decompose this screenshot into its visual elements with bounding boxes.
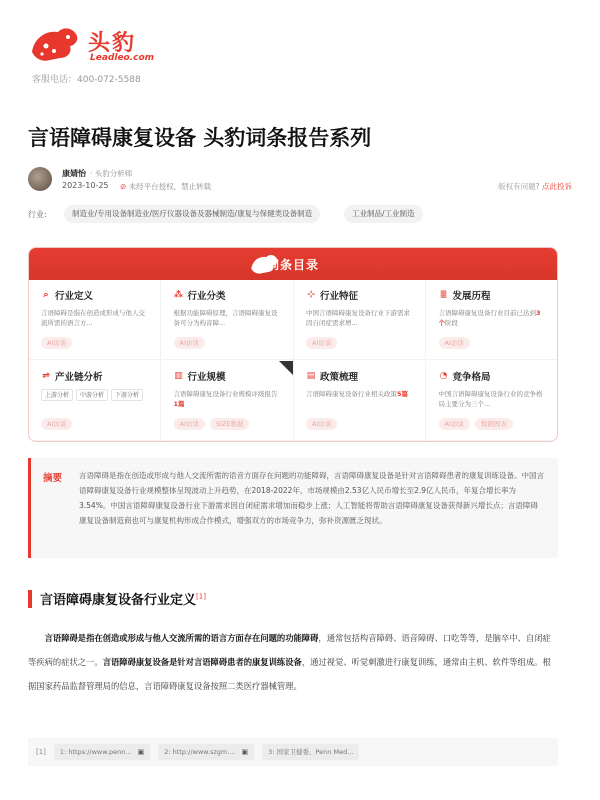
directory-item-desc: [174, 389, 281, 409]
sub-links: [41, 389, 148, 401]
directory-item[interactable]: [427, 280, 559, 360]
ai-pill[interactable]: 数据图表: [475, 418, 513, 430]
directory-item[interactable]: [162, 280, 294, 360]
publish-date: 2023-10-25: [62, 181, 109, 190]
directory-item-desc: 言语障碍是指在创造或形成与他人交流所需的语言方...: [41, 309, 145, 327]
corner-badge: [279, 361, 293, 375]
industry-tag[interactable]: 制造业/专用设备制造业/医疗仪器设备及器械制造/康复与保健类设备制造: [64, 205, 320, 223]
complaint-prompt: 版权有问题?: [498, 182, 540, 191]
ai-pill[interactable]: AI访谈: [41, 337, 72, 349]
directory-item[interactable]: [162, 361, 294, 441]
ai-pill[interactable]: AI访谈: [41, 418, 72, 430]
directory-header: [29, 248, 557, 280]
tool-pills: [439, 418, 513, 430]
section-title: [40, 589, 206, 608]
section-marker: [28, 590, 32, 608]
reference-text: 3: 国家卫健委、Penn Med...: [268, 748, 354, 756]
desc-highlight: 5篇: [397, 390, 409, 398]
complaint-link[interactable]: 点此投诉: [542, 182, 572, 191]
ref-mark[interactable]: [1]: [196, 592, 206, 601]
tool-pills: [41, 418, 72, 430]
directory-item-desc: 中国言语障碍康复设备行业下游需求因自闭症需求增...: [306, 309, 410, 327]
brand-name: 头豹: [88, 31, 137, 56]
directory-item-desc: 中国言语障碍康复设备行业的竞争格局主要分为三个...: [438, 390, 543, 408]
directory-item[interactable]: [427, 361, 559, 441]
desc-text: 言语障碍康复设备行业目前已达到: [438, 309, 536, 317]
directory-item-title: [174, 369, 281, 383]
tool-pills: [41, 337, 72, 349]
tool-pills: [439, 337, 470, 349]
sub-link[interactable]: 上游分析: [41, 389, 73, 401]
tool-pills: [174, 418, 250, 430]
directory-item-desc: [439, 308, 546, 328]
reference-text: 1: https://www.penn...: [59, 748, 132, 756]
directory-item-label: 行业定义: [55, 291, 94, 302]
author-name: 康婧怡: [62, 169, 86, 178]
page-title: 言语障碍康复设备 头豹词条报告系列: [28, 126, 372, 150]
directory-item[interactable]: [294, 280, 426, 360]
policy-icon: ▤: [306, 371, 316, 381]
image-icon: ▣: [137, 748, 145, 756]
ai-pill[interactable]: AI访谈: [306, 418, 337, 430]
directory-item-label: 产业链分析: [55, 372, 103, 383]
reference-item[interactable]: [158, 744, 254, 760]
desc-highlight: 1篇: [173, 400, 185, 408]
sub-link[interactable]: 中游分析: [76, 389, 108, 401]
forbidden-icon: ⊘: [120, 182, 127, 191]
desc-text: 言语障碍康复设备行业相关政策: [306, 390, 397, 398]
tool-pills: [306, 337, 337, 349]
ref-index: [1]: [36, 748, 46, 756]
paragraph-text: ，通常包括构音障碍、语音障碍、口吃等等，是脑卒中、自闭症等疾病的症状之一。: [28, 633, 551, 667]
directory-item-desc: [306, 389, 413, 409]
directory-item-label: 竞争格局: [452, 372, 491, 383]
directory-item-title: [306, 288, 413, 302]
directory-item[interactable]: [294, 361, 426, 441]
brand-site: Leadleo.com: [90, 53, 155, 63]
desc-highlight: 3个: [438, 309, 541, 327]
reference-text: 2: http://www.szgm....: [164, 748, 236, 756]
complaint-area: [498, 181, 572, 192]
chain-icon: ⇌: [42, 371, 50, 381]
directory-item-desc: 根据功能障碍原理，言语障碍康复设备可分为构音障...: [173, 309, 278, 327]
ai-pill[interactable]: AI访谈: [306, 337, 337, 349]
author-row: [28, 167, 572, 193]
directory-item[interactable]: [29, 361, 161, 441]
directory-item-label: 行业分类: [187, 291, 226, 302]
ai-pill[interactable]: AI访谈: [174, 337, 205, 349]
definition-paragraph: [28, 626, 558, 698]
sub-link[interactable]: 下游分析: [111, 389, 143, 401]
tool-pills: [174, 337, 205, 349]
directory-item-title: [439, 288, 546, 302]
directory-item-label: 行业特征: [320, 291, 359, 302]
reference-item[interactable]: [54, 744, 150, 760]
brand-logo[interactable]: [28, 18, 168, 66]
directory-item-label: 行业规模: [187, 372, 226, 383]
desc-text: 阶段: [445, 319, 458, 327]
directory-title: 词条目录: [266, 258, 319, 272]
avatar: [28, 167, 52, 191]
paragraph-text: ，通过视觉、听觉刺激进行康复训练，通常由主机、软件等组成。根据国家药品监督管理局的信息，言语障碍康复设备按照二类医疗器械管理。: [28, 657, 551, 691]
ai-pill[interactable]: AI访谈: [439, 337, 470, 349]
bold-definition: 言语障碍是指在创造或形成与他人交流所需的语言方面存在问题的功能障碍: [44, 633, 319, 643]
directory-item-title: [439, 369, 546, 383]
copyright-text: 未经平台授权，禁止转载: [128, 182, 212, 191]
directory-item-title: [306, 369, 413, 383]
leopard-logo-icon: [28, 24, 80, 64]
feature-icon: ⊹: [307, 290, 315, 300]
image-icon: ▣: [241, 748, 249, 756]
ai-pill[interactable]: SIZE数据: [210, 418, 250, 430]
author-role: · 头豹分析师: [90, 169, 133, 178]
industry-label: 行业:: [28, 210, 47, 219]
timeline-icon: ≣: [439, 290, 448, 300]
section-title-text: 言语障碍康复设备行业定义: [40, 593, 197, 608]
industry-tag[interactable]: 工业制品/工业制造: [344, 205, 423, 223]
tool-pills: [306, 418, 337, 430]
directory-item-title: [174, 288, 281, 302]
search-doc-icon: ⌕: [43, 290, 49, 300]
desc-text: 言语障碍康复设备行业规模评级报告: [173, 390, 278, 398]
bar-chart-icon: ▥: [174, 371, 183, 381]
ai-pill[interactable]: AI访谈: [439, 418, 470, 430]
summary-box: [28, 458, 558, 558]
bold-definition: 言语障碍康复设备是针对言语障碍患者的康复训练设备: [102, 657, 302, 667]
summary-text: 言语障碍是指在创造或形成与他人交流所需的语音方面存在问题的功能障碍，言语障碍康复设备是针对言语障碍患者的康复训练设备。中国言语障碍康复设备行业规模整体呈现波动上升趋势，在2018-2022年，市场规模由2.53亿人民币增长至2.9亿人民币，年复合增长率为3.54%。中国言语障碍康复设备行业下游需求因自闭症需求增加而稳步上涨；人工智能将帮助言语障碍康复设备获得新兴增长点；言语障碍康复设备制造商也可与康复机构形成合作模式，增强双方的市场竞争力，弥补资源匮乏现状。: [79, 471, 544, 525]
hierarchy-icon: ⁂: [173, 290, 184, 300]
summary-label: 摘要: [43, 473, 63, 484]
directory-item[interactable]: [29, 280, 161, 360]
directory-card: [28, 247, 558, 442]
service-hotline: 客服电话：400-072-5588: [32, 75, 141, 85]
references-bar: [28, 738, 558, 766]
ai-pill[interactable]: AI访谈: [174, 418, 205, 430]
directory-item-label: 政策梳理: [320, 372, 359, 383]
reference-item[interactable]: [262, 744, 359, 760]
copyright-note: [120, 181, 211, 192]
directory-item-title: [41, 288, 148, 302]
directory-item-label: 发展历程: [452, 291, 491, 302]
pie-icon: ◔: [439, 371, 448, 381]
directory-item-title: [41, 369, 148, 383]
